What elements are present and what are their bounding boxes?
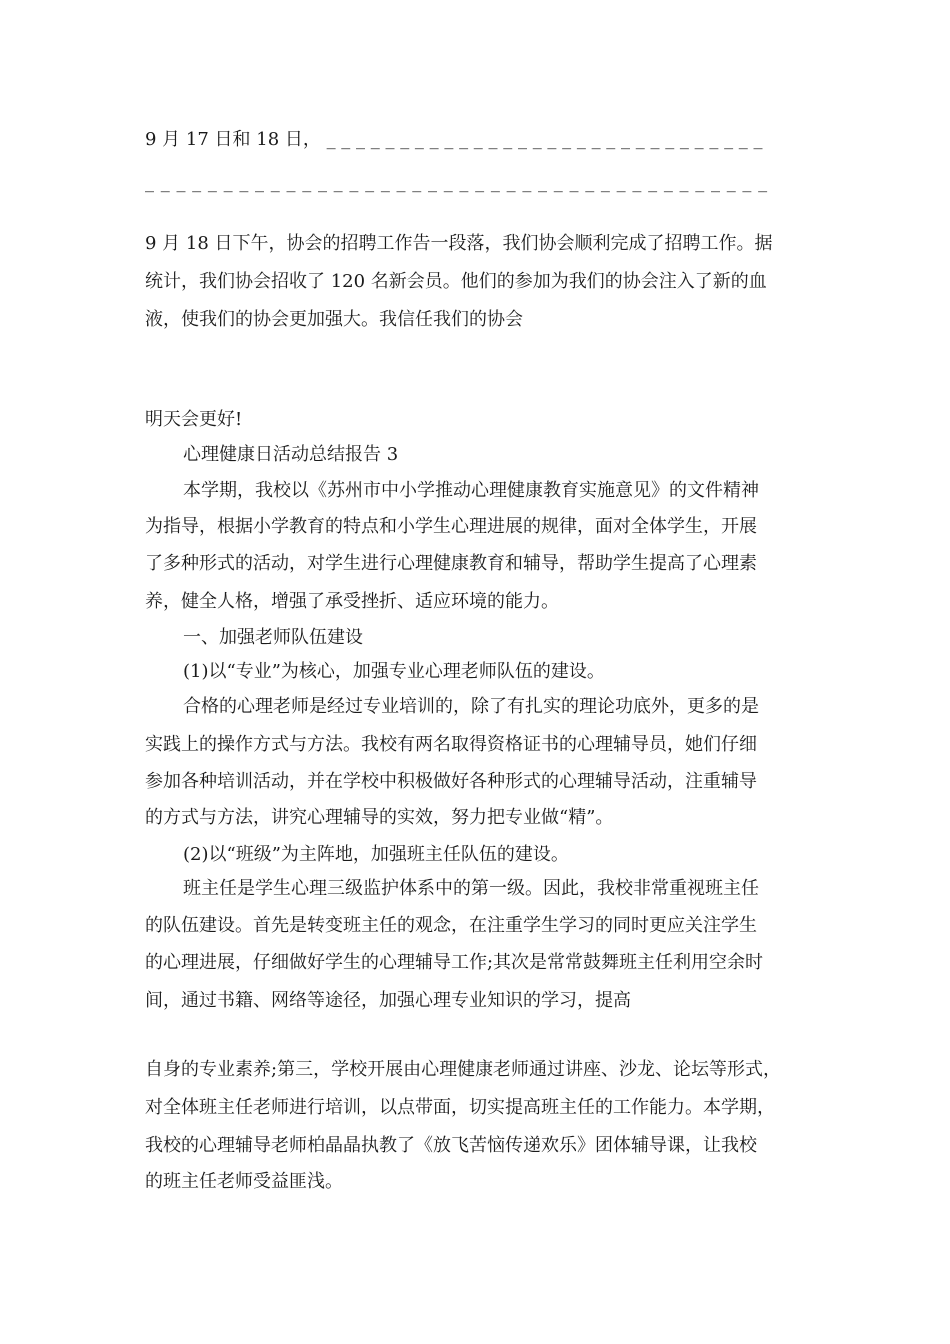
paragraph-line: 液，使我们的协会更加强大。我信任我们的协会	[145, 309, 523, 330]
paragraph-line: 参加各种培训活动，并在学校中积极做好各种形式的心理辅导活动，注重辅导	[145, 771, 757, 792]
paragraph-line: 合格的心理老师是经过专业培训的，除了有扎实的理论功底外，更多的是	[183, 696, 759, 717]
paragraph-line: 自身的专业素养;第三，学校开展由心理健康老师通过讲座、沙龙、论坛等形式，	[145, 1059, 782, 1080]
date-line: 9 月 17 日和 18 日， _ _ _ _ _ _ _ _ _ _ _ _ _ _ _ _ _ _ _ _ _ _ _ _ _ _ _ _ _ _	[145, 129, 763, 150]
subheading: 一、加强老师队伍建设	[183, 627, 363, 648]
paragraph-line: 明天会更好!	[145, 409, 243, 430]
section-heading: 心理健康日活动总结报告 3	[183, 444, 399, 465]
paragraph-line: 我校的心理辅导老师柏晶晶执教了《放飞苦恼传递欢乐》团体辅导课，让我校	[145, 1135, 757, 1156]
paragraph-line: 间，通过书籍、网络等途径，加强心理专业知识的学习，提高	[145, 990, 631, 1011]
paragraph-line: 9 月 18 日下午，协会的招聘工作告一段落，我们协会顺利完成了招聘工作。据	[145, 233, 773, 254]
subheading: (2)以“班级”为主阵地，加强班主任队伍的建设。	[183, 844, 569, 865]
subheading: (1)以“专业”为核心，加强专业心理老师队伍的建设。	[183, 661, 605, 682]
paragraph-line: 的方式与方法，讲究心理辅导的实效，努力把专业做“精”。	[145, 807, 614, 828]
paragraph-line: 的心理进展，仔细做好学生的心理辅导工作;其次是常常鼓舞班主任利用空余时	[145, 952, 764, 973]
paragraph-line: 为指导，根据小学教育的特点和小学生心理进展的规律，面对全体学生，开展	[145, 516, 757, 537]
paragraph-line: 实践上的操作方式与方法。我校有两名取得资格证书的心理辅导员，她们仔细	[145, 734, 757, 755]
paragraph-line: 班主任是学生心理三级监护体系中的第一级。因此，我校非常重视班主任	[183, 878, 759, 899]
paragraph-line: 统计，我们协会招收了 120 名新会员。他们的参加为我们的协会注入了新的血	[145, 271, 767, 292]
paragraph-line: 的班主任老师受益匪浅。	[145, 1171, 343, 1192]
dash-line: _ _ _ _ _ _ _ _ _ _ _ _ _ _ _ _ _ _ _ _ _ _ _ _ _ _ _ _ _ _ _ _ _ _ _ _ _ _ _ _	[145, 172, 768, 193]
paragraph-line: 养，健全人格，增强了承受挫折、适应环境的能力。	[145, 591, 559, 612]
paragraph-line: 本学期，我校以《苏州市中小学推动心理健康教育实施意见》的文件精神	[183, 480, 759, 501]
paragraph-line: 对全体班主任老师进行培训，以点带面，切实提高班主任的工作能力。本学期，	[145, 1097, 775, 1118]
paragraph-line: 的队伍建设。首先是转变班主任的观念，在注重学生学习的同时更应关注学生	[145, 915, 757, 936]
paragraph-line: 了多种形式的活动，对学生进行心理健康教育和辅导，帮助学生提高了心理素	[145, 553, 757, 574]
